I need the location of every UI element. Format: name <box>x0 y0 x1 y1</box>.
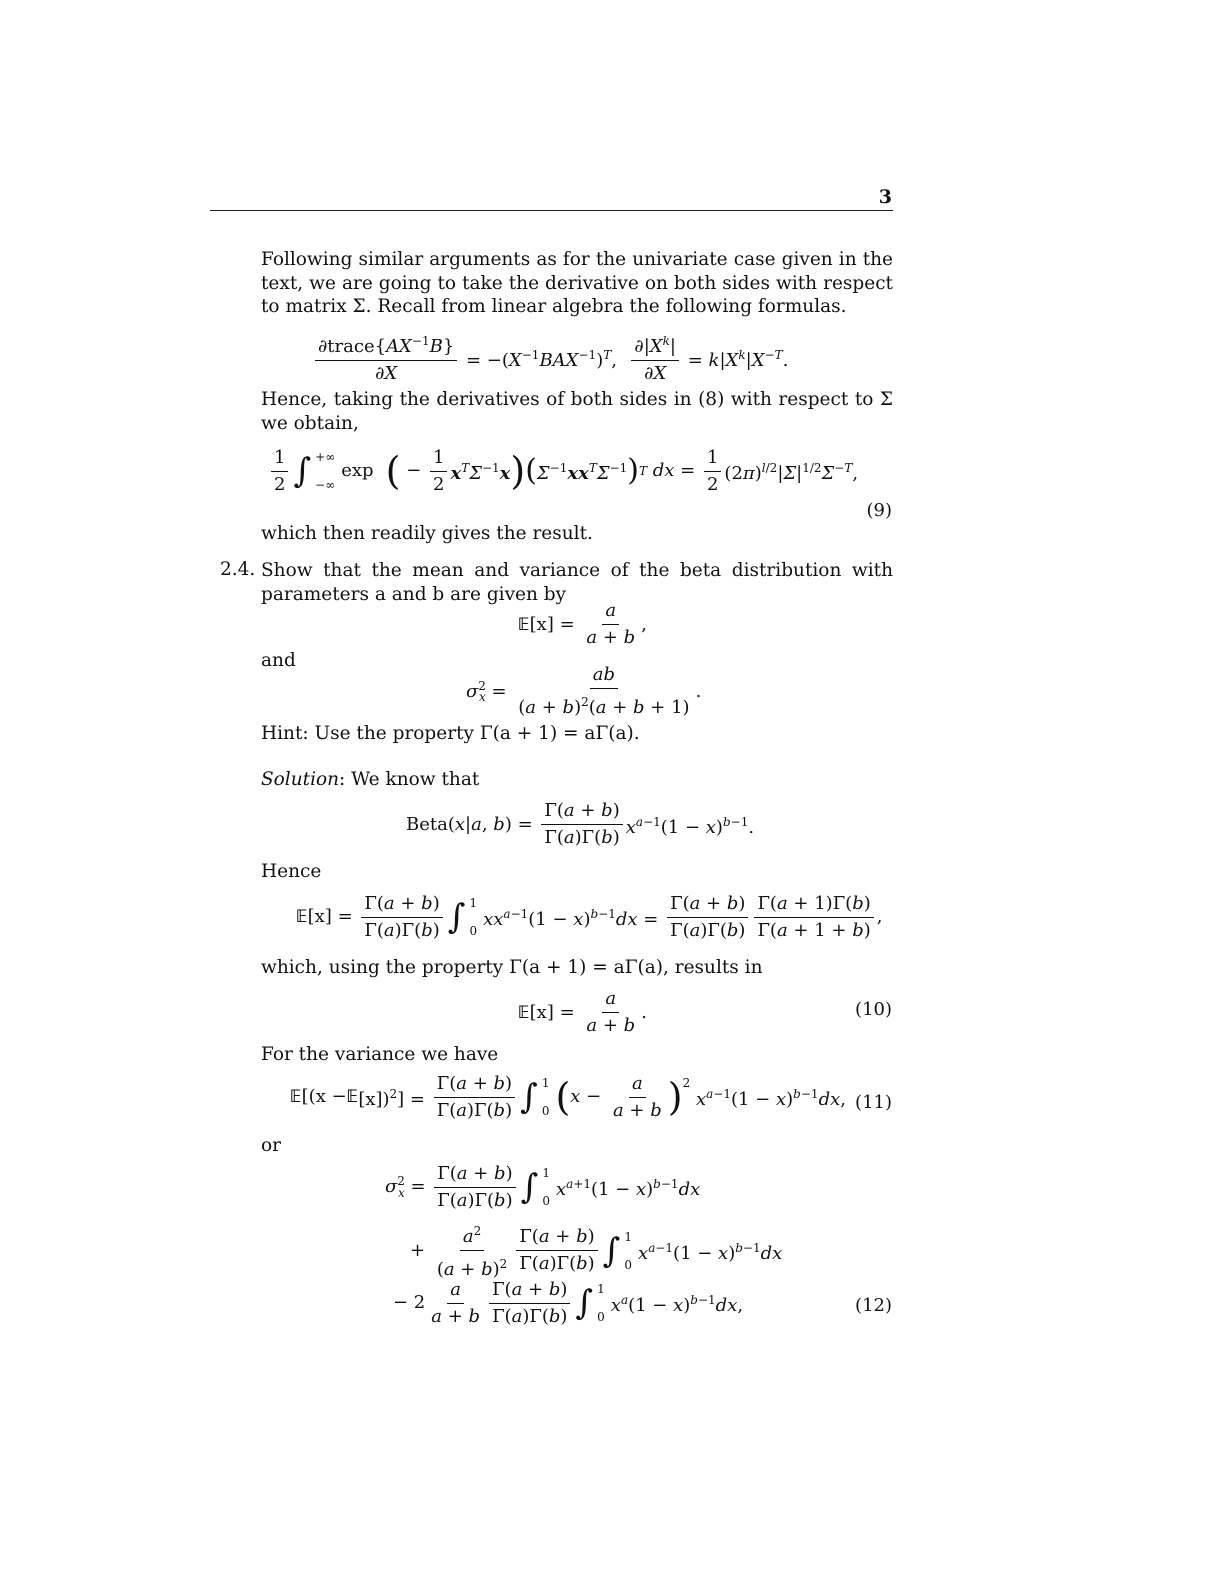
equation-12-line-1: $\sigma^2_x$ = $\frac{\Gamma(a + b)}{\Gamma(a)\Gamma(b)}$ ∫ 1 0 $x^{a+1}(1 - x)^{b-1}dx$ <box>385 1162 701 1211</box>
problem-number: 2.4. <box>220 559 256 580</box>
equation-beta-pdf: Beta(x|a, b) = $\frac{\Gamma(a + b)}{\Gamma(a)\Gamma(b)}$ $x^{a-1}(1 - x)^{b-1}$. <box>406 800 755 848</box>
solution-intro <box>261 768 893 792</box>
equation-mean-integral: 𝔼 [x] = $\frac{\Gamma(a + b)}{\Gamma(a)\Gamma(b)}$ ∫ 1 0 $xx^{a-1}(1 - x)^{b-1}dx$ = $\frac{\Gamma(a + b)}{\Gamma(a)\Gamma(b)}$ $\frac{\Gamma(a + 1)\Gamma(b)}{\Gamma(a + 1 + b)}$ , <box>296 892 883 941</box>
and-text: and <box>261 650 296 671</box>
paragraph-result: which then readily gives the result. <box>261 523 593 544</box>
equation-number-12: (12) <box>855 1295 892 1316</box>
equation-matrix-derivatives: $\frac{\partial trace\{AX^{-1}B\}}{\partial X}$ = $-(X^{-1}BAX^{-1})^T$, $\frac{\partial|X^k|}{\partial X}$ = $k|X^k|X^{-T}$. <box>312 330 788 385</box>
equation-variance: $\sigma^2_x$ = $\frac{ab}{(a + b)^2(a + b + 1)}$ . <box>466 664 702 718</box>
paragraph-hence-derivatives: Hence, taking the derivatives of both sides in (8) with respect to Σ we obtain, <box>261 389 893 434</box>
hint-text: Hint: Use the property Γ(a + 1) = aΓ(a). <box>261 723 640 744</box>
equation-mean: 𝔼 [x] = $\frac{a}{a + b}$ , <box>518 600 647 648</box>
equation-11: 𝔼 [(x − 𝔼 [x])$^2$] = $\frac{\Gamma(a + b)}{\Gamma(a)\Gamma(b)}$ ∫ 1 0 ( x − $\frac{a}{a + b}$ ) $^2$ $x^{a-1}(1 - x)^{b-1}dx$, <box>290 1072 846 1121</box>
equation-12-line-2: + $\frac{a^2}{(a + b)^2}$ $\frac{\Gamma(a + b)}{\Gamma(a)\Gamma(b)}$ ∫ 1 0 $x^{a-1}(1 - x)^{b-1}dx$ <box>410 1220 782 1281</box>
equation-number-10: (10) <box>855 999 892 1020</box>
problem-statement: Show that the mean and variance of the beta distribution with parameters a and b are given by <box>261 560 893 605</box>
equation-10: 𝔼 [x] = $\frac{a}{a + b}$ . <box>518 988 647 1036</box>
which-using-text: which, using the property Γ(a + 1) = aΓ(a), results in <box>261 957 763 978</box>
header-rule <box>210 210 893 211</box>
or-text: or <box>261 1135 281 1156</box>
variance-intro: For the variance we have <box>261 1044 499 1065</box>
equation-number-11: (11) <box>855 1092 892 1113</box>
equation-9: $\frac{1}{2}$ ∫ +∞ −∞ exp ( − $\frac{1}{2}$ $x^T\Sigma^{-1}x$ ) ( $\Sigma^{-1}xx^T\Sigma^{-1}$ ) T dx = $\frac{1}{2}$ $(2\pi)^{l/2}|\Sigma|^{1/2}\Sigma^{-T}$, <box>268 446 858 496</box>
solution-text: : We know that <box>339 769 480 790</box>
equation-number-9: (9) <box>866 500 892 521</box>
equation-12-line-3: − 2 $\frac{a}{a + b}$ $\frac{\Gamma(a + b)}{\Gamma(a)\Gamma(b)}$ ∫ 1 0 $x^a(1 - x)^{b-1}dx$, <box>393 1278 744 1327</box>
paragraph-intro: Following similar arguments as for the univariate case given in the text, we are going to take the derivative on both sides with respect to matrix Σ. Recall from linear algebra the following formulas. <box>261 249 893 317</box>
solution-label: Solution <box>261 769 340 790</box>
hence-text: Hence <box>261 861 322 882</box>
page-number: 3 <box>878 186 892 208</box>
